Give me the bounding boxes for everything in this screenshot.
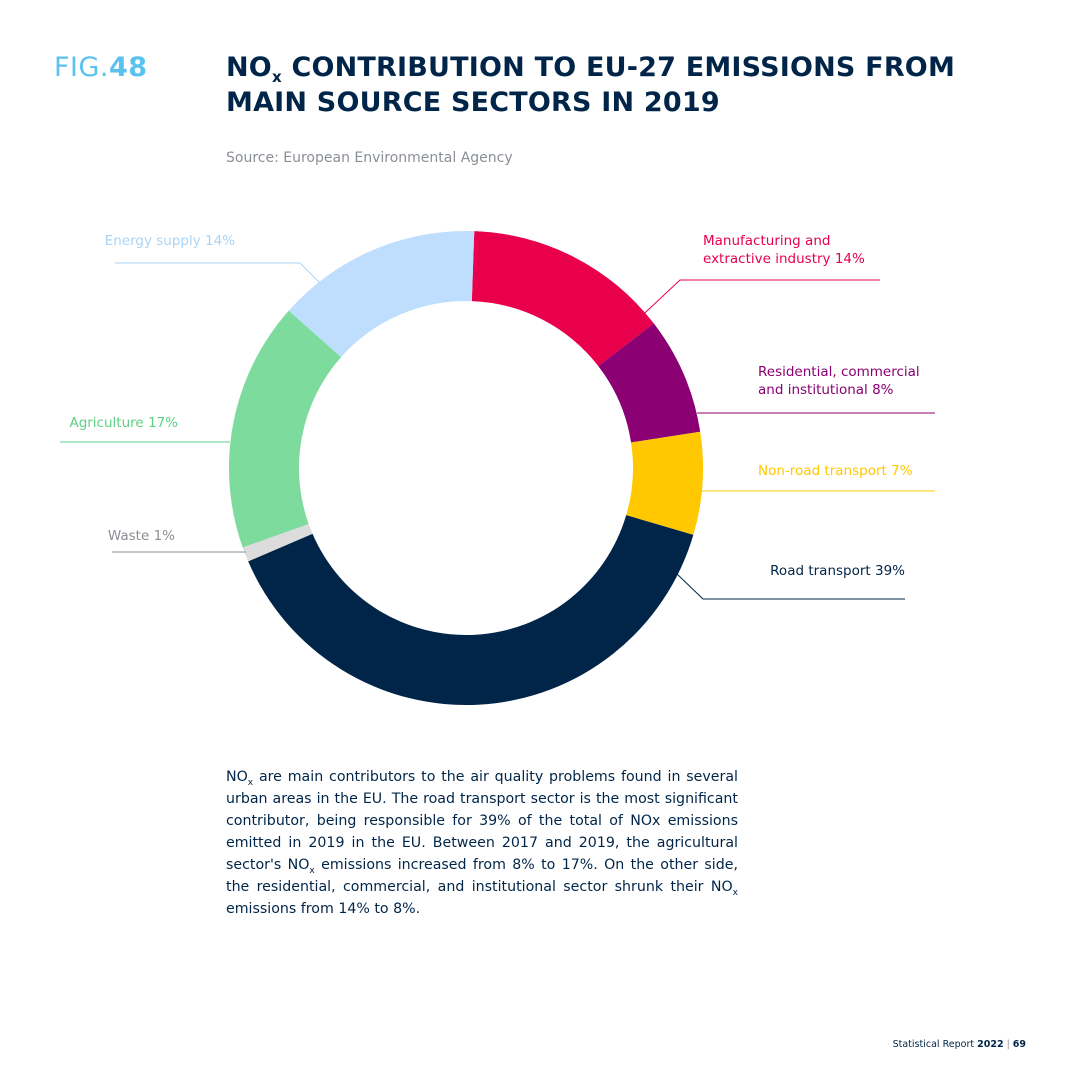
description-sub-1: x <box>247 778 254 788</box>
footer-year: 2022 <box>977 1039 1004 1050</box>
label-non-road-transport: Non-road transport 7% <box>758 463 913 479</box>
description-text-3: emissions from 14% to 8%. <box>226 901 421 917</box>
title-part3: FROM <box>855 52 956 83</box>
description-text-1a: NO <box>226 769 248 785</box>
label-residential-commercial-and-institutional: Residential, commercial and institutional 8% <box>758 364 920 398</box>
figure-number: 48 <box>109 52 148 83</box>
description-text-2: emissions increased from 8% to 17%. On the other side, the residential, commercial, and institutional sector shrunk their NO <box>226 857 738 895</box>
label-manufacturing-and-extractive-industry: Manufacturing and extractive industry 14% <box>703 233 865 267</box>
figure-label <box>54 52 148 83</box>
page-footer <box>893 1039 1026 1050</box>
donut-slices <box>229 231 703 705</box>
title-part2: CONTRIBUTION TO EU-27 EMISSIONS <box>281 52 856 83</box>
footer-separator: | <box>1006 1039 1010 1050</box>
label-road-transport: Road transport 39% <box>770 563 905 579</box>
title-subscript: x <box>271 68 282 86</box>
donut-chart <box>0 200 1080 740</box>
slice-road-transport <box>248 515 693 705</box>
description-paragraph <box>226 766 738 920</box>
page-title <box>226 50 986 120</box>
leader-lines <box>60 263 935 599</box>
description-sub-2: x <box>309 866 315 876</box>
leader-line-energy-supply <box>115 263 320 283</box>
label-energy-supply: Energy supply 14% <box>104 233 235 249</box>
label-waste: Waste 1% <box>107 528 175 544</box>
title-part1: NO <box>226 52 272 83</box>
description-sub-3: x <box>732 888 738 898</box>
description-text-1b: are main contributors to the air quality problems found in several urban areas in the EU. The road transport sector is the most significant contributor, being responsible for 39% of the total of NOx emissions emitted in 2019 in the EU. Between 2017 and 2019, the agricultural sector's NO <box>226 769 738 873</box>
footer-page-number: 69 <box>1012 1039 1026 1050</box>
title-line2: MAIN SOURCE SECTORS IN 2019 <box>226 87 720 118</box>
source-note: Source: European Environmental Agency <box>226 150 513 166</box>
label-agriculture: Agriculture 17% <box>69 415 178 431</box>
footer-report: Statistical Report <box>892 1039 975 1050</box>
leader-line-manufacturing-and-extractive-industry <box>633 280 880 324</box>
figure-prefix: FIG. <box>54 52 109 83</box>
slice-agriculture <box>229 311 341 548</box>
